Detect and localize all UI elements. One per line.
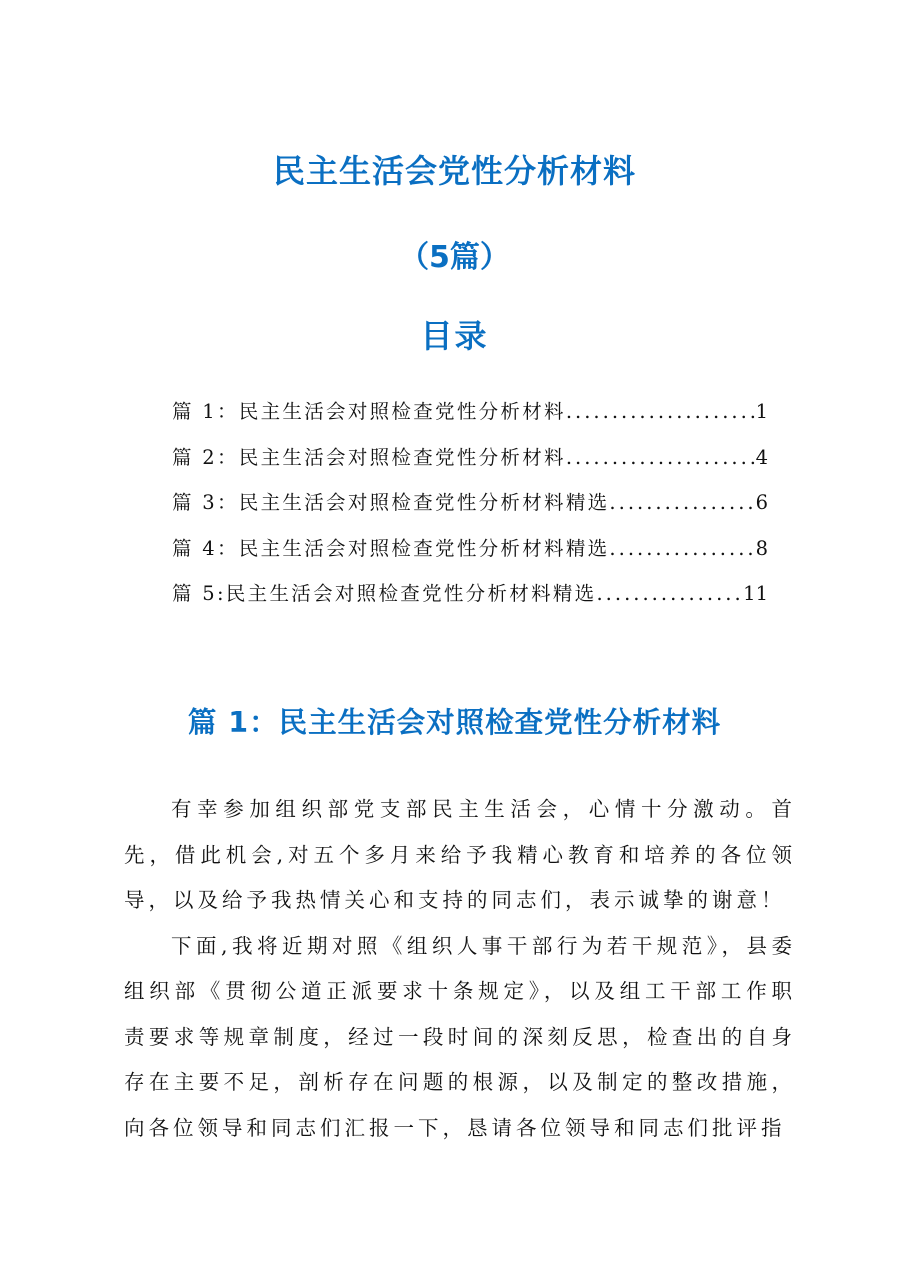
- document-subtitle: （5篇）: [399, 240, 510, 275]
- toc-entry-prefix: 篇 2：: [172, 445, 239, 469]
- toc-leader-dots: [566, 446, 756, 469]
- toc-entry-title: 民主生活会对照检查党性分析材料精选: [225, 582, 597, 605]
- toc-entry[interactable]: [172, 578, 768, 624]
- body-text: [124, 787, 796, 1151]
- toc-entry-prefix: 篇 3：: [172, 491, 239, 514]
- toc-entry-page: 4: [755, 445, 768, 469]
- toc-entry-page: 1: [755, 400, 768, 423]
- toc-entry[interactable]: [172, 442, 768, 488]
- toc-entry-prefix: 篇 1：: [172, 400, 239, 423]
- toc-entry-page: 6: [755, 491, 768, 514]
- document-title: 民主生活会党性分析材料: [272, 152, 636, 190]
- toc-entry-page: 8: [755, 536, 768, 560]
- body-paragraph: 有幸参加组织部党支部民主生活会，心情十分激动。首先，借此机会,对五个多月来给予我精心教育和培养的各位领导，以及给予我热情关心和支持的同志们，表示诚挚的谢意！: [124, 797, 796, 912]
- toc-entry-page: 11: [743, 582, 768, 605]
- toc-entry[interactable]: [172, 396, 768, 442]
- toc-leader-dots: [596, 582, 743, 605]
- toc-entry[interactable]: [172, 487, 768, 533]
- toc-entry-title: 民主生活会对照检查党性分析材料: [238, 400, 566, 423]
- toc-heading: 目录: [420, 317, 489, 355]
- toc-entry-title: 民主生活会对照检查党性分析材料: [238, 445, 566, 469]
- toc-entry-title: 民主生活会对照检查党性分析材料精选: [238, 536, 610, 560]
- toc-entry-title: 民主生活会对照检查党性分析材料精选: [238, 491, 610, 514]
- toc-entry[interactable]: [172, 533, 768, 579]
- toc-entry-prefix: 篇 5:: [172, 582, 226, 605]
- toc-leader-dots: [609, 491, 755, 514]
- section-heading: 篇 1：民主生活会对照检查党性分析材料: [187, 706, 722, 739]
- toc-leader-dots: [609, 537, 755, 560]
- toc-entry-prefix: 篇 4：: [172, 536, 239, 560]
- table-of-contents: [172, 396, 768, 624]
- body-paragraph: 下面,我将近期对照《组织人事干部行为若干规范》，县委组织部《贯彻公道正派要求十条规定》，以及组工干部工作职责要求等规章制度，经过一段时间的深刻反思，检查出的自身存在主要不足，剖析存在问题的根源，以及制定的整改措施，向各位领导和同志们汇报一下，恳请各位领导和同志们批评指: [124, 933, 796, 1140]
- toc-leader-dots: [566, 400, 756, 423]
